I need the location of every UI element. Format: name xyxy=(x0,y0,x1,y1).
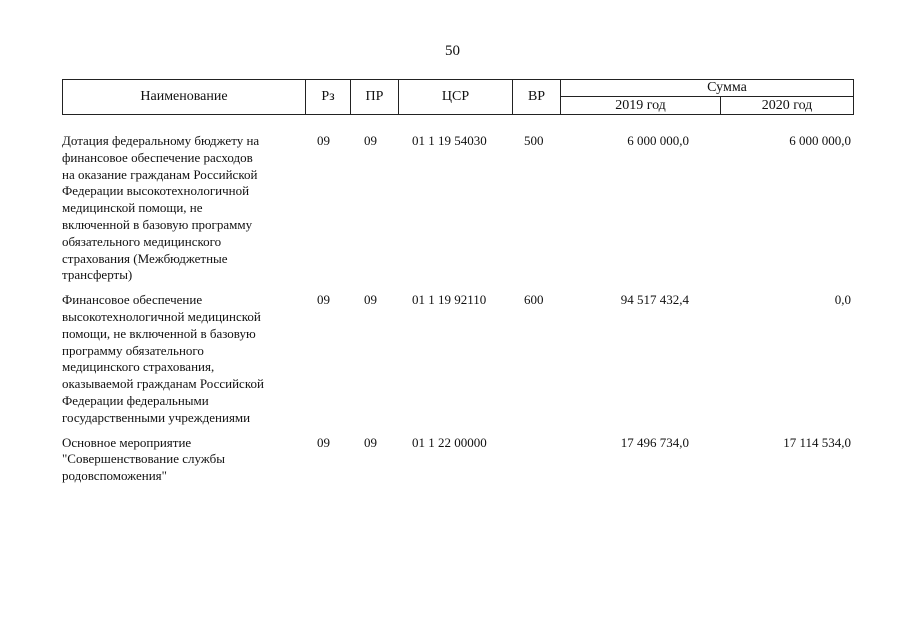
header-name: Наименование xyxy=(63,80,306,114)
header-year-2019: 2019 год xyxy=(561,97,721,115)
row-rz: 09 xyxy=(317,292,330,308)
row-name: Основное мероприятие "Совершенствование службы родовспоможения" xyxy=(62,434,225,484)
row-vr: 500 xyxy=(524,133,544,148)
table-row xyxy=(62,435,854,485)
row-pr: 09 xyxy=(364,292,377,308)
row-name: Финансовое обеспечение высокотехнологичной медицинской помощи, не включенной в базовую программу обязательного медицинского страхования, оказываемой гражданам Российской Федерации федеральными государственными учреждениями xyxy=(62,292,264,425)
table-body xyxy=(62,133,854,493)
row-sum-2019: 6 000 000,0 xyxy=(627,133,689,148)
row-sum-2019: 17 496 734,0 xyxy=(620,434,689,450)
row-sum-2020: 17 114 534,0 xyxy=(783,434,851,450)
row-csr: 01 1 22 00000 xyxy=(412,434,487,450)
row-csr: 01 1 19 92110 xyxy=(412,292,487,308)
header-vr: ВР xyxy=(513,80,561,114)
header-csr: ЦСР xyxy=(399,80,513,114)
table-row xyxy=(62,133,854,284)
row-csr: 01 1 19 54030 xyxy=(412,133,487,148)
row-rz: 09 xyxy=(317,133,330,148)
row-sum-2019: 94 517 432,4 xyxy=(620,292,689,308)
row-vr: 600 xyxy=(524,292,544,308)
header-year-2020: 2020 год xyxy=(761,98,813,113)
header-sum-block xyxy=(561,80,853,114)
row-sum-2020: 0,0 xyxy=(834,292,851,308)
row-pr: 09 xyxy=(364,434,377,450)
header-rz: Рз xyxy=(306,80,351,114)
row-pr: 09 xyxy=(364,133,377,148)
row-sum-2020: 6 000 000,0 xyxy=(789,133,851,148)
table-header xyxy=(62,79,854,115)
table-row xyxy=(62,292,854,426)
header-sum: Сумма xyxy=(561,80,853,97)
header-pr: ПР xyxy=(351,80,399,114)
page-number: 50 xyxy=(445,43,460,59)
row-rz: 09 xyxy=(317,434,330,450)
row-name: Дотация федеральному бюджету на финансовое обеспечение расходов на оказание гражданам Российской Федерации высокотехнологичной медицинской помощи, не включенной в базовую программу обязательного медицинского страхования (Межбюджетные трансферты) xyxy=(62,133,260,283)
